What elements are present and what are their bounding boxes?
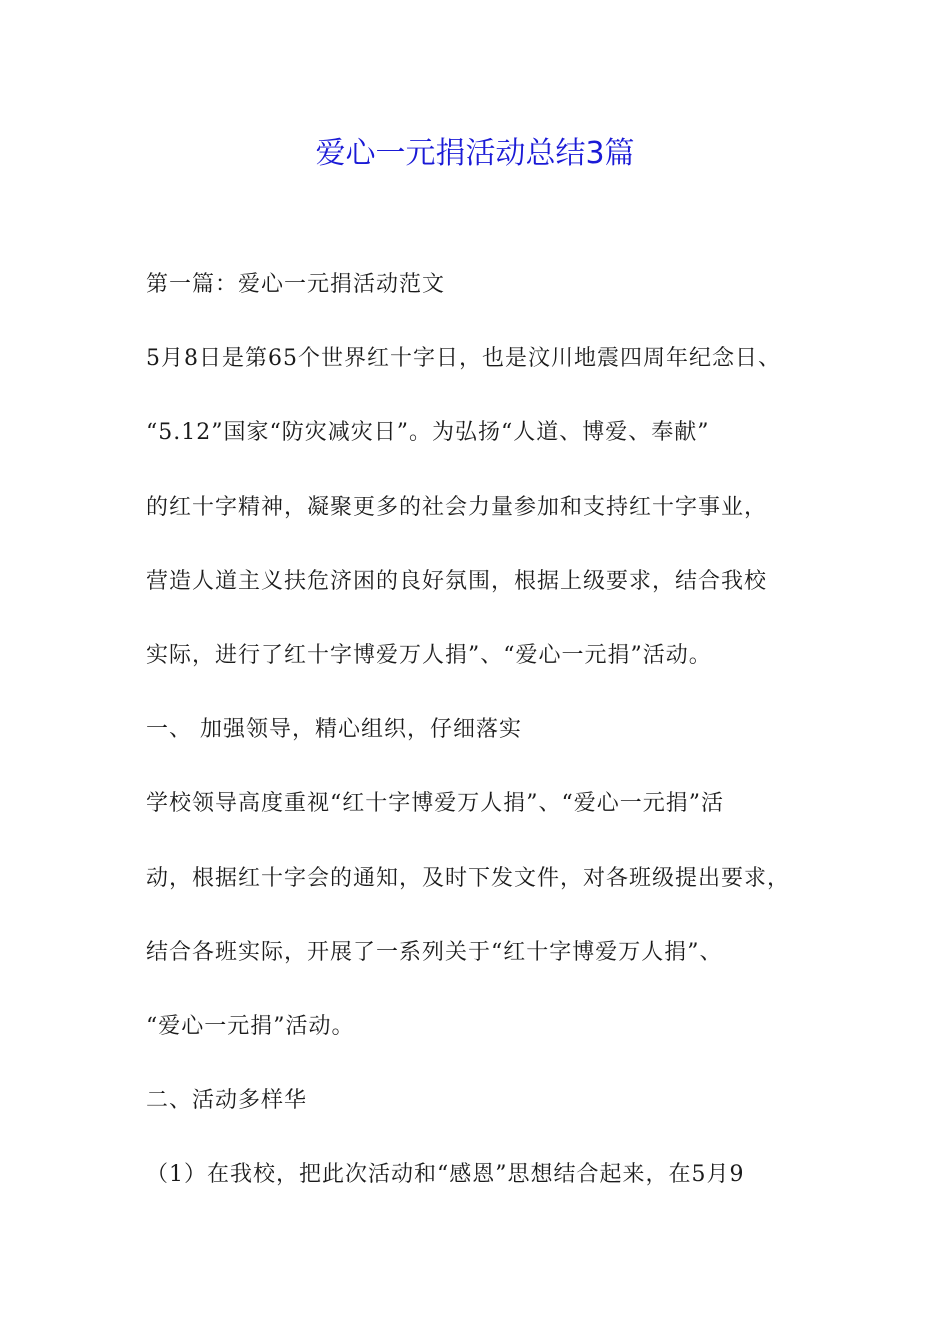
body-line: 结合各班实际，开展了一系列关于“红十字博爱万人捐”、 bbox=[146, 939, 723, 965]
body-line: 动，根据红十字会的通知，及时下发文件，对各班级提出要求， bbox=[146, 865, 791, 891]
body-line: 营造人道主义扶危济困的良好氛围，根据上级要求，结合我校 bbox=[146, 568, 768, 594]
body-line: “爱心一元捐”活动。 bbox=[146, 1013, 355, 1039]
body-line: 学校领导高度重视“红十字博爱万人捐”、“爱心一元捐”活 bbox=[146, 791, 724, 817]
body-line: “5.12”国家“防灾减灾日”。为弘扬“人道、博爱、奉献” bbox=[146, 420, 710, 446]
document-body bbox=[146, 259, 836, 1223]
body-line: 5月8日是第65个世界红十字日，也是汶川地震四周年纪念日、 bbox=[146, 346, 781, 372]
body-line: 实际，进行了红十字博爱万人捐”、“爱心一元捐”活动。 bbox=[146, 642, 712, 668]
body-line: 一、 加强领导，精心组织，仔细落实 bbox=[146, 717, 522, 743]
body-line: 二、活动多样华 bbox=[146, 1088, 308, 1114]
body-line: 的红十字精神，凝聚更多的社会力量参加和支持红十字事业， bbox=[146, 494, 768, 520]
body-line: （1）在我校，把此次活动和“感恩”思想结合起来，在5月9 bbox=[146, 1162, 745, 1188]
document-title: 爱心一元捐活动总结3篇 bbox=[315, 136, 635, 171]
body-line: 第一篇：爱心一元捐活动范文 bbox=[146, 272, 446, 297]
